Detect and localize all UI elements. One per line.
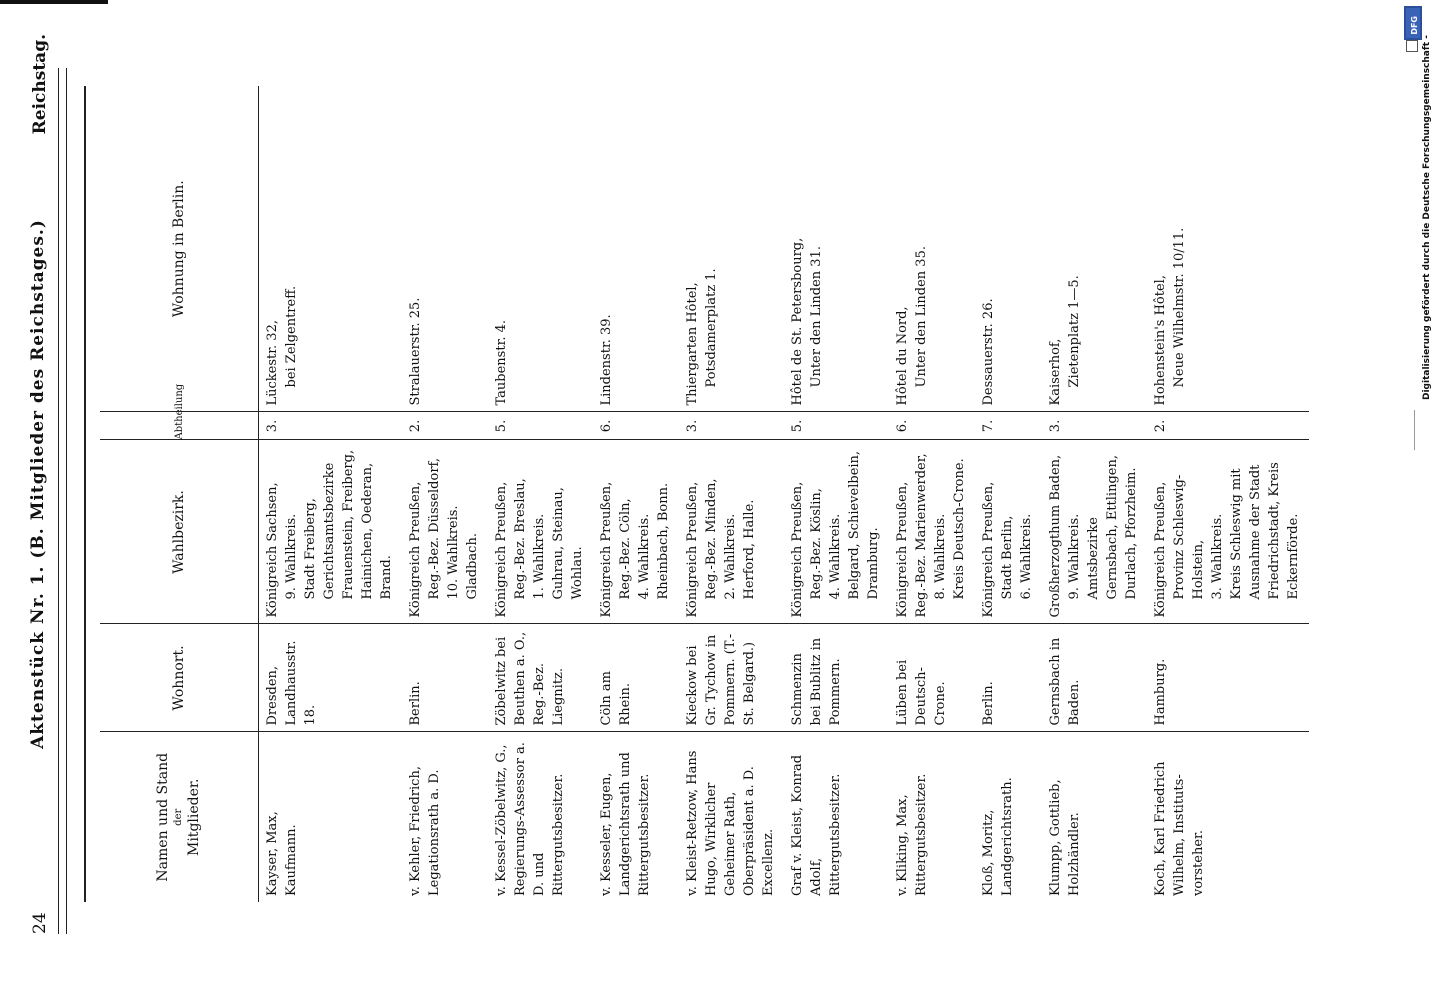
member-wohnung: [593, 86, 679, 412]
wahlbezirk-line: Stadt Berlin,: [1000, 515, 1015, 600]
table-row: [679, 86, 784, 902]
wahlbezirk-line: Königreich Preußen,: [408, 481, 423, 618]
header-name: Namen und Stand der Mitglieder.: [100, 732, 259, 902]
member-wahlbezirk: [402, 440, 488, 624]
wohnung-line: Neue Wilhelmstr. 10/11.: [1172, 227, 1187, 388]
wahlbezirk-line: 10. Wahlkreis.: [446, 505, 461, 600]
wahlbezirk-line: Königreich Preußen,: [790, 481, 805, 618]
wohnung-line: Taubenstr. 4.: [494, 319, 509, 406]
header-wohnung: Wohnung in Berlin.: [100, 86, 259, 412]
digitization-sidebar: [1400, 0, 1432, 1000]
table-row: [1147, 86, 1309, 902]
member-name: v. Kliking, Max, Rittergutsbesitzer.: [895, 773, 929, 896]
wahlbezirk-line: 9. Wahlkreis.: [284, 513, 299, 600]
members-table: [100, 86, 1309, 902]
member-wohnung: [259, 86, 403, 412]
dfg-logo-text: DFG: [1410, 16, 1419, 35]
table-row: [593, 86, 679, 902]
wahlbezirk-line: Kreis Schleswig mit Ausnahme der Stadt Friedrichstadt, Kreis Eckernförde.: [1229, 462, 1301, 600]
dfg-logo: [1404, 6, 1422, 40]
member-wohnort: Dresden, Landhausstr. 18.: [259, 624, 403, 732]
wahlbezirk-line: 4. Wahlkreis.: [828, 513, 843, 600]
member-name: v. Kleist-Retzow, Hans Hugo, Wirklicher Geheimer Rath, Oberpräsident a. D. Excellenz.: [685, 750, 776, 896]
member-wohnort: Hamburg.: [1147, 624, 1309, 732]
member-wohnort: Berlin.: [402, 624, 488, 732]
wahlbezirk-line: Reg.-Bez. Breslau,: [513, 478, 528, 600]
wahlbezirk-line: 1. Wahlkreis.: [532, 513, 547, 600]
member-wohnung: [1147, 86, 1309, 412]
wahlbezirk-line: 6. Wahlkreis.: [1019, 513, 1034, 600]
member-name: Graf v. Kleist, Konrad Adolf, Rittergutsbesitzer.: [790, 754, 843, 896]
wohnung-line: Stralauerstr. 25.: [408, 297, 423, 406]
header-wahlbezirk: Wahlbezirk.: [100, 440, 259, 624]
wahlbezirk-line: Reg.-Bez. Düsseldorf,: [427, 457, 442, 600]
header-rule: [58, 68, 59, 934]
wohnung-line: Hôtel du Nord,: [895, 306, 910, 406]
wahlbezirk-line: Königreich Preußen,: [599, 481, 614, 618]
table-row: [402, 86, 488, 902]
wahlbezirk-line: Herford, Halle.: [742, 499, 757, 600]
wohnung-line: Hohenstein's Hôtel,: [1153, 275, 1168, 406]
wahlbezirk-line: Reg.-Bez. Minden,: [704, 478, 719, 600]
member-name: Klumpp, Gottlieb, Holzhändler.: [1048, 779, 1082, 896]
wohnung-line: Zietenplatz 1—5.: [1067, 275, 1082, 388]
member-wohnung: [1042, 86, 1147, 412]
wahlbezirk-line: Reg.-Bez. Köslin,: [809, 488, 824, 600]
member-name: Kloß, Moritz, Landgerichtsrath.: [981, 777, 1015, 896]
wahlbezirk-line: Königreich Preußen,: [685, 481, 700, 618]
member-abteilung: 3.: [259, 412, 403, 440]
table-row: [259, 86, 403, 902]
member-wohnort: Cöln am Rhein.: [593, 624, 679, 732]
wahlbezirk-line: 4. Wahlkreis.: [637, 513, 652, 600]
wahlbezirk-line: 3. Wahlkreis.: [1210, 513, 1225, 600]
member-name: v. Kehler, Friedrich, Legationsrath a. D.: [408, 766, 442, 896]
header-wohnort: Wohnort.: [100, 624, 259, 732]
member-wahlbezirk: [488, 440, 593, 624]
wahlbezirk-line: Königreich Preußen,: [494, 481, 509, 618]
member-abteilung: 6.: [889, 412, 975, 440]
member-wahlbezirk: [593, 440, 679, 624]
table-row: [975, 86, 1042, 902]
wahlbezirk-line: Guhrau, Steinau, Wohlau.: [551, 487, 585, 600]
member-name: v. Kessel-Zöbelwitz, G., Regierungs-Assessor a. D. und Rittergutsbesitzer.: [494, 742, 566, 896]
member-wohnung: [784, 86, 889, 412]
wahlbezirk-line: Königreich Preußen, Reg.-Bez. Marienwerder,: [895, 453, 929, 618]
member-wohnort: Zöbelwitz bei Beuthen a. O., Reg.-Bez. Liegnitz.: [488, 624, 593, 732]
member-wohnung: [889, 86, 975, 412]
wahlbezirk-line: 2. Wahlkreis.: [723, 513, 738, 600]
wahlbezirk-line: Amtsbezirke Gernsbach, Ettlingen, Durlach, Pforzheim.: [1086, 455, 1139, 600]
digitization-credit: Digitalisierung gefördert durch die Deutsche Forschungsgemeinschaft -: [1422, 35, 1432, 400]
wahlbezirk-line: Reg.-Bez. Cöln,: [618, 498, 633, 600]
header-rule-2: [66, 68, 67, 934]
table-top-rule: [84, 86, 86, 902]
wohnung-line: Dessauerstr. 26.: [981, 298, 996, 406]
page-header: [26, 34, 56, 934]
logo-mark: [1406, 40, 1418, 52]
member-wahlbezirk: [1042, 440, 1147, 624]
member-wohnort: Kieckow bei Gr. Tychow in Pommern. (T.-St. Belgard.): [679, 624, 784, 732]
header-abteilung: Abtheilung: [100, 412, 259, 440]
wahlbezirk-line: 8. Wahlkreis.: [933, 513, 948, 600]
member-name: Koch, Karl Friedrich Wilhelm, Instituts-vorsteher.: [1153, 761, 1206, 896]
member-wohnung: [975, 86, 1042, 412]
member-wahlbezirk: [784, 440, 889, 624]
member-abteilung: 2.: [402, 412, 488, 440]
wohnung-line: bei Zelgentreff.: [284, 285, 299, 388]
wohnung-line: Lindenstr. 39.: [599, 314, 614, 406]
wahlbezirk-line: 9. Wahlkreis.: [1067, 513, 1082, 600]
member-wohnort: Gernsbach in Baden.: [1042, 624, 1147, 732]
wohnung-line: Hôtel de St. Petersbourg,: [790, 237, 805, 406]
member-wahlbezirk: [975, 440, 1042, 624]
member-abteilung: 2.: [1147, 412, 1309, 440]
wohnung-line: Unter den Linden 35.: [914, 246, 929, 388]
member-wohnung: [488, 86, 593, 412]
table-row: [1042, 86, 1147, 902]
wohnung-line: Potsdamerplatz 1.: [704, 268, 719, 388]
page-number: 24: [30, 912, 50, 934]
member-wahlbezirk: [679, 440, 784, 624]
member-wohnung: [402, 86, 488, 412]
member-abteilung: 5.: [488, 412, 593, 440]
member-wahlbezirk: [889, 440, 975, 624]
wahlbezirk-line: Stadt Freiberg, Gerichtsamtsbezirke Frauenstein, Freiberg, Hainichen, Oederan, Brand.: [303, 449, 394, 600]
wohnung-line: Thiergarten Hôtel,: [685, 282, 700, 406]
page-title: Aktenstück Nr. 1. (B. Mitglieder des Reichstages.): [28, 219, 48, 749]
wohnung-line: Kaiserhof,: [1048, 338, 1063, 406]
wahlbezirk-line: Königreich Sachsen,: [265, 482, 280, 618]
table-row: [784, 86, 889, 902]
wohnung-line: Unter den Linden 31.: [809, 246, 824, 388]
member-abteilung: 5.: [784, 412, 889, 440]
wahlbezirk-line: Königreich Preußen,: [981, 481, 996, 618]
member-wahlbezirk: [259, 440, 403, 624]
member-wohnort: Lüben bei Deutsch-Crone.: [889, 624, 975, 732]
member-wohnort: Schmenzin bei Bublitz in Pommern.: [784, 624, 889, 732]
wahlbezirk-line: Kreis Deutsch-Crone.: [952, 458, 967, 600]
member-wohnort: Berlin.: [975, 624, 1042, 732]
wahlbezirk-line: Königreich Preußen,: [1153, 481, 1168, 618]
sidebar-rule: [1414, 410, 1415, 450]
member-abteilung: 3.: [1042, 412, 1147, 440]
member-abteilung: 3.: [679, 412, 784, 440]
wahlbezirk-line: Großherzogthum Baden,: [1048, 454, 1063, 618]
member-abteilung: 7.: [975, 412, 1042, 440]
member-name: v. Kesseler, Eugen, Landgerichtsrath und Rittergutsbesitzer.: [599, 752, 652, 896]
wahlbezirk-line: Gladbach.: [465, 533, 480, 600]
member-wahlbezirk: [1147, 440, 1309, 624]
member-name: Kayser, Max, Kaufmann.: [265, 811, 299, 896]
member-wohnung: [679, 86, 784, 412]
member-abteilung: 6.: [593, 412, 679, 440]
organization-label: Reichstag.: [30, 34, 50, 135]
wahlbezirk-line: Provinz Schleswig-Holstein,: [1172, 474, 1206, 600]
table-row: [488, 86, 593, 902]
wohnung-line: Lückestr. 32,: [265, 320, 280, 406]
wahlbezirk-line: Rheinbach, Bonn.: [656, 482, 671, 600]
table-row: [889, 86, 975, 902]
wahlbezirk-line: Belgard, Schievelbein, Dramburg.: [847, 450, 881, 600]
